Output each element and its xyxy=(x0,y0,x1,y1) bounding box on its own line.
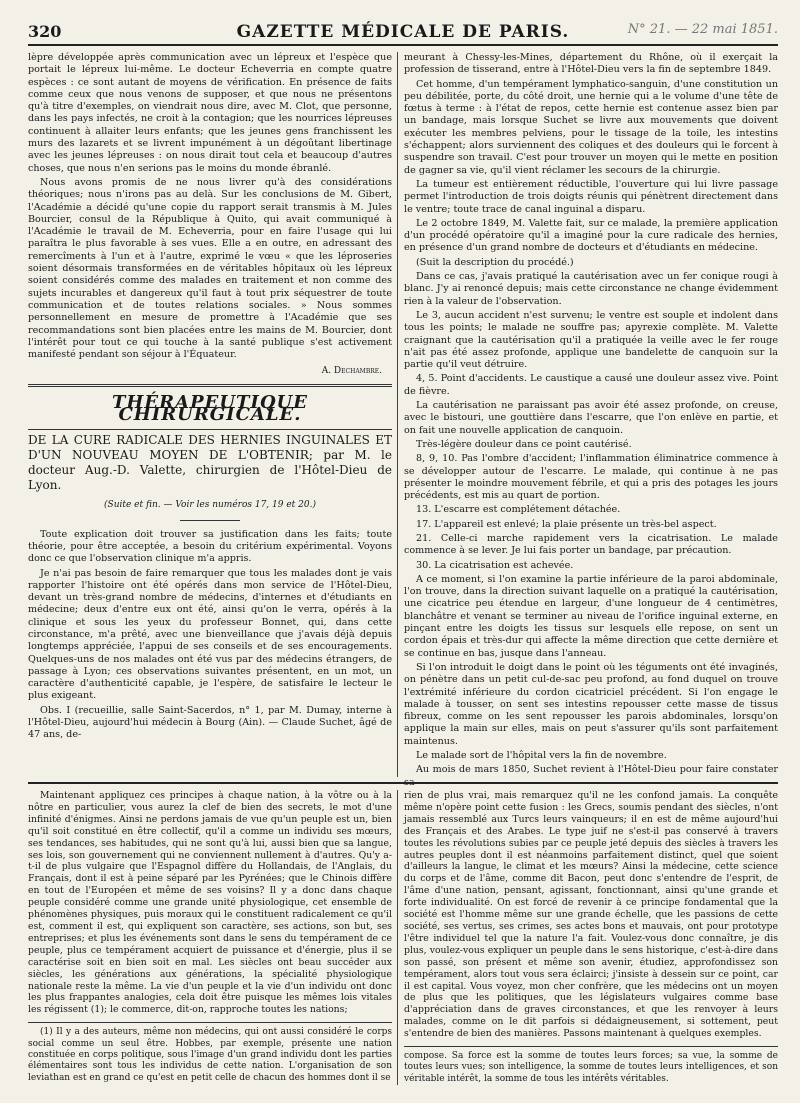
lower-left-column xyxy=(28,790,392,1086)
paragraph: Je n'ai pas besoin de faire remarquer que tous les malades dont je vais rapporter l'histoire ont été opérés dans mon service de l'Hôtel-Dieu, devant un très-grand nombre de médecins, d'internes et d'étudiants en médecine; deux d'entre eux ont été, ainsi qu'on le verra, opérés à la clinique et sous les yeux du professeur Bonnet, qui, dans cette circonstance, m'a prêté, avec une bienveillance que j'avais déjà depuis longtemps appréciée, l'appui de ses conseils et de ses encouragements. Quelques-uns de nos malades ont été vus par des médecins étrangers, de passage à Lyon; ces observations suivantes présentent, en un mot, un caractère d'authenticité capable, je l'espère, de satisfaire le lecteur le plus exigeant. xyxy=(28,567,392,702)
paragraph: Dans ce cas, j'avais pratiqué la cautérisation avec un fer conique rougi à blanc. J'y ai renoncé depuis; mais cette circonstance ne change évidemment rien à la valeur de l'observation. xyxy=(404,271,778,307)
section-divider xyxy=(28,384,392,387)
signature: A. Dechambre. xyxy=(321,366,382,377)
paragraph: Maintenant appliquez ces principes à chaque nation, à la vôtre ou à la nôtre en particulier, vous aurez la clef de bien des secrets, le mot d'une infinité d'énigmes. Ainsi ne perdons jamais de vue qu'un peuple est un, bien qu'il soit constitué en être collectif, qu'il a comme un individu ses mœurs, ses tendances, ses habitudes, qui ne sont qu'à lui, aussi bien que sa langue, ses lois, son gouvernement qui ne conviennent nullement à d'autres. Qu'y a-t-il de plus vulgaire que l'Espagnol diffère du Hollandais, de l'Anglais, du Français, dont il est à peine séparé par les Pyrénées; que le Chinois diffère en tout de l'Européen et même de ses voisins? Il y a donc dans chaque peuple considéré comme une grande unité physiologique, cet ensemble de phénomènes physiques, puis moraux qui le constituent radicalement ce qu'il est, comment il est, qui expliquent son caractère, ses actions, son but, ses entreprises; et plus les événements sont dans le sens du tempérament de ce peuple, plus ce tempérament acquiert de puissance et d'énergie, plus il se caractérise soit en bien soit en mal. Les siècles ont beau succéder aux siècles, les générations aux générations, la spécialité physiologique nationale reste la même. La vie d'un peuple et la vie d'un individu ont donc les plus frappantes analogies, cela doit être puisque les mêmes lois vitales les régissent (1); le commerce, dit-on, rapproche toutes les nations; xyxy=(28,790,392,1016)
paragraph: 17. L'appareil est enlevé; la plaie présente un très-bel aspect. xyxy=(416,518,717,530)
footnote-rule xyxy=(404,1046,778,1047)
page-header xyxy=(28,20,778,46)
paragraph: (Suit la description du procédé.) xyxy=(416,256,574,268)
paragraph: Toute explication doit trouver sa justification dans les faits; toute théorie, pour être acceptée, a besoin du critérium expérimental. Voyons donc ce que l'observation clinique m'a appris. xyxy=(28,528,392,565)
article-title: DE LA CURE RADICALE DES HERNIES INGUINALES ET D'UN NOUVEAU MOYEN DE L'OBTENIR; par M. le docteur Aug.-D. Valette, chirurgien de l'Hôtel-Dieu de Lyon. xyxy=(28,433,392,493)
title-rule xyxy=(28,429,392,430)
paragraph: A ce moment, si l'on examine la partie inférieure de la paroi abdominale, l'on trouve, dans la direction suivant laquelle on a pratiqué la cautérisation, une cicatrice peu étendue en largeur, d'une longueur de 4 centimètres, blanchâtre et venant se terminer au niveau de l'orifice inguinal externe, en pinçant entre les doigts les tissus sur lesquels elle repose, on sent un cordon épais et très-dur qui affecte la même direction que cette dernière et se continue en bas, jusque dans l'anneau. xyxy=(404,573,778,659)
paragraph: Cet homme, d'un tempérament lymphatico-sanguin, d'une constitution un peu débilitée, porte, du côté droit, une hernie qui a le volume d'une tête de fœtus à terme : à l'état de repos, cette hernie est contenue assez bien par un bandage, mais lorsque Suchet se livre aux mouvements que doivent exécuter les membres pelviens, pour le tissage de la toile, les intestins s'échappent; alors surviennent des coliques et des douleurs qui le forcent à suspendre son travail. C'est pour trouver un moyen qui le mette en position de gagner sa vie, qu'il vient réclamer les secours de la chirurgie. xyxy=(404,78,778,176)
article-continuation-note: (Suite et fin. — Voir les numéros 17, 19 et 20.) xyxy=(104,500,316,511)
paragraph: 30. La cicatrisation est achevée. xyxy=(416,559,574,571)
journal-title: GAZETTE MÉDICALE DE PARIS. xyxy=(236,22,570,42)
paragraph: Le 3, aucun accident n'est survenu; le ventre est souple et indolent dans tous les points; le malade ne souffre pas; apyrexie complète. M. Valette craignant que la cautérisation qu'il a pratiquée la veille avec le fer rouge n'ait pas été assez profonde, applique une bandelette de canquoin sur la partie qu'il veut détruire. xyxy=(404,309,778,371)
upper-left-column xyxy=(28,52,392,744)
paragraph: Au mois de mars 1850, Suchet revient à l'Hôtel-Dieu pour faire constater sa xyxy=(404,764,778,788)
lower-right-column xyxy=(404,790,778,1087)
paragraph: Nous avons promis de ne nous livrer qu'à des considérations théoriques; nous n'irons pas au delà. Sur les conclusions de M. Gibert, l'Académie a décidé qu'une copie du rapport serait transmis à M. Jules Bourcier, consul de la République à Quito, qui avait communiqué à l'Académie le travail de M. Echeverria, pour en faire l'usage qui lui paraîtra le plus favorable à ses vues. Elle a en outre, en adressant des remercîments à l'un et à l'autre, exprimé le vœu « que les léproseries soient désormais transformées en de véritables hôpitaux où les lépreux soient considérés comme des malades en traitement et non comme des sujets incurables et dangereux qu'il faut à tout prix séquestrer de toute communication et de toutes relations sociales. » Nous sommes personnellement en mesure de promettre à l'Académie que ses recommandations sont bien placées entre les mains de M. Bourcier, dont l'intérêt pour tout ce qui touche à la santé publique s'est activement manifesté pendant son séjour à l'Équateur. xyxy=(28,176,392,361)
section-title: THÉRAPEUTIQUE CHIRURGICALE. xyxy=(112,391,308,426)
footnote: (1) Il y a des auteurs, même non médecins, qui ont aussi considéré le corps social comme un seul être. Hobbes, par exemple, présente une nation constituée en corps politique, sous l'image d'un grand individu dont les parties élémentaires sont tous les individus de cette nation. L'organisation de son leviathan est en grand ce qu'est en petit celle de chacun des hommes dont il se xyxy=(28,1027,392,1083)
paragraph: La cautérisation ne paraissant pas avoir été assez profonde, on creuse, avec le bistouri, une gouttière dans l'escarre, que l'on enlève en partie, et on fait une nouvelle application de canquoin. xyxy=(404,400,778,436)
paragraph: Si l'on introduit le doigt dans le point où les téguments ont été invaginés, on pénètre dans un petit cul-de-sac peu profond, au fond duquel on trouve l'extrémité inférieure du cordon cicatriciel précédent. Si l'on engage le malade à tousser, on sent ses intestins repousser cette masse de tissus fibreux, comme on les sent repousser les parois abdominales, lorsqu'on applique la main sur elles, mais on peut s'assurer qu'ils sont parfaitement maintenus. xyxy=(404,661,778,747)
column-rule xyxy=(397,790,398,1085)
issue-date: N° 21. — 22 mai 1851. xyxy=(627,22,778,37)
upper-right-column xyxy=(404,52,778,791)
paragraph: 4, 5. Point d'accidents. Le caustique a causé une douleur assez vive. Point de fièvre. xyxy=(404,373,778,397)
paragraph: Très-légère douleur dans ce point cautérisé. xyxy=(416,438,632,450)
paragraph: La tumeur est entièrement réductible, l'ouverture qui lui livre passage permet l'introduction de trois doigts réunis qui pénètrent directement dans le ventre; toute trace de canal inguinal a disparu. xyxy=(404,178,778,215)
column-rule xyxy=(397,52,398,777)
paragraph: 8, 9, 10. Pas l'ombre d'accident; l'inflammation éliminatrice commence à se développer autour de l'escarre. Le malade, qui continue à ne pas présenter le moindre mouvement fébrile, et qui a pris des potages les jours précédents, est mis au quart de portion. xyxy=(404,453,778,502)
paragraph: 21. Celle-ci marche rapidement vers la cicatrisation. Le malade commence à se lever. Je lui fais porter un bandage, par précaution. xyxy=(404,532,778,557)
footnote-continuation: compose. Sa force est la somme de toutes leurs forces; sa vue, la somme de toutes leurs vues; son intelligence, la somme de toutes leurs intelligences, et son véritable intérêt, la somme de tous les intérêts véritables. xyxy=(404,1051,778,1084)
feuilleton-rule xyxy=(28,782,778,784)
paragraph: meurant à Chessy-les-Mines, département du Rhône, où il exerçait la profession de tisserand, entre à l'Hôtel-Dieu vers la fin de septembre 1849. xyxy=(404,52,778,76)
paragraph: lèpre développée après communication avec un lépreux et l'espèce que portait le lépreux lui-même. Le docteur Echeverria en compte quatre espèces : ce sont autant de moyens de vérification. En présence de faits comme ceux que nous venons de supposer, et que nous ne présentons qu'à titre d'exemples, on viendrait nous dire, avec M. Clot, que personne, dans les pays infectés, ne croit à la contagion; que les nourrices lépreuses continuent à allaiter leurs enfants; que les jeunes gens franchissent les murs des lazarets et se livrent impunément à un dégoûtant libertinage avec les jeunes lépreuses : on nous dirait tout cela et beaucoup d'autres choses, que nous n'en serions pas le moins du monde ébranlé. xyxy=(28,52,392,174)
paragraph: 13. L'escarre est complétement détachée. xyxy=(416,504,621,516)
paragraph: Le 2 octobre 1849, M. Valette fait, sur ce malade, la première application d'un procédé opératoire qu'il a imaginé pour la cure radicale des hernies, en présence d'un grand nombre de docteurs et d'étudiants en médecine. xyxy=(404,217,778,254)
paragraph: rien de plus vrai, mais remarquez qu'il ne les confond jamais. La conquête même n'opère point cette fusion : les Grecs, soumis pendant des siècles, n'ont jamais ressemblé aux Turcs leurs vainqueurs; il en est de même aujourd'hui des Français et des Arabes. Le type juif ne s'est-il pas conservé à travers toutes les révolutions subies par ce peuple jeté depuis des siècles à travers les autres peuples dont il est néanmoins parfaitement distinct, quel que soient d'ailleurs la langue, le climat et les mœurs? Ainsi la médecine, cette science du corps et de l'âme, comme dit Bacon, peut donc s'entendre de l'esprit, de l'âme d'une nation, pensant, agissant, fonctionnant, ainsi qu'une grande et forte individualité. On est forcé de revenir à ce principe fondamental que la société est l'homme même sur une grande échelle, que les passions de cette société, ses vertus, ses crimes, ses actes bons et mauvais, ont pour prototype l'être individuel tel que la nature l'a fait. Voulez-vous donc connaître, je dis plus, voulez-vous expliquer un peuple dans le sens historique, c'est-à-dire dans son passé, son présent et même son avenir, étudiez, approfondissez son tempérament, alors tout vous sera éclairci; j'insiste à dessein sur ce point, car il est capital. Vous voyez, mon cher confrère, que les médecins ont un moyen de plus que les politiques, que les législateurs vulgaires comme base d'appréciation dans de graves circonstances, et que les renvoyer à leurs malades, comme on le dit parfois si dédaigneusement, si sottement, peut s'entendre de bien des manières. Passons maintenant à quelques exemples. xyxy=(404,790,778,1040)
footnote-rule xyxy=(28,1022,392,1023)
short-divider xyxy=(180,520,240,521)
page-number: 320 xyxy=(28,22,62,41)
paragraph: Le malade sort de l'hôpital vers la fin de novembre. xyxy=(416,750,667,762)
paragraph: Obs. I (recueillie, salle Saint-Sacerdos, n° 1, par M. Dumay, interne à l'Hôtel-Dieu, aujourd'hui médecin à Bourg (Ain). — Claude Suchet, âgé de 47 ans, de- xyxy=(28,704,392,741)
